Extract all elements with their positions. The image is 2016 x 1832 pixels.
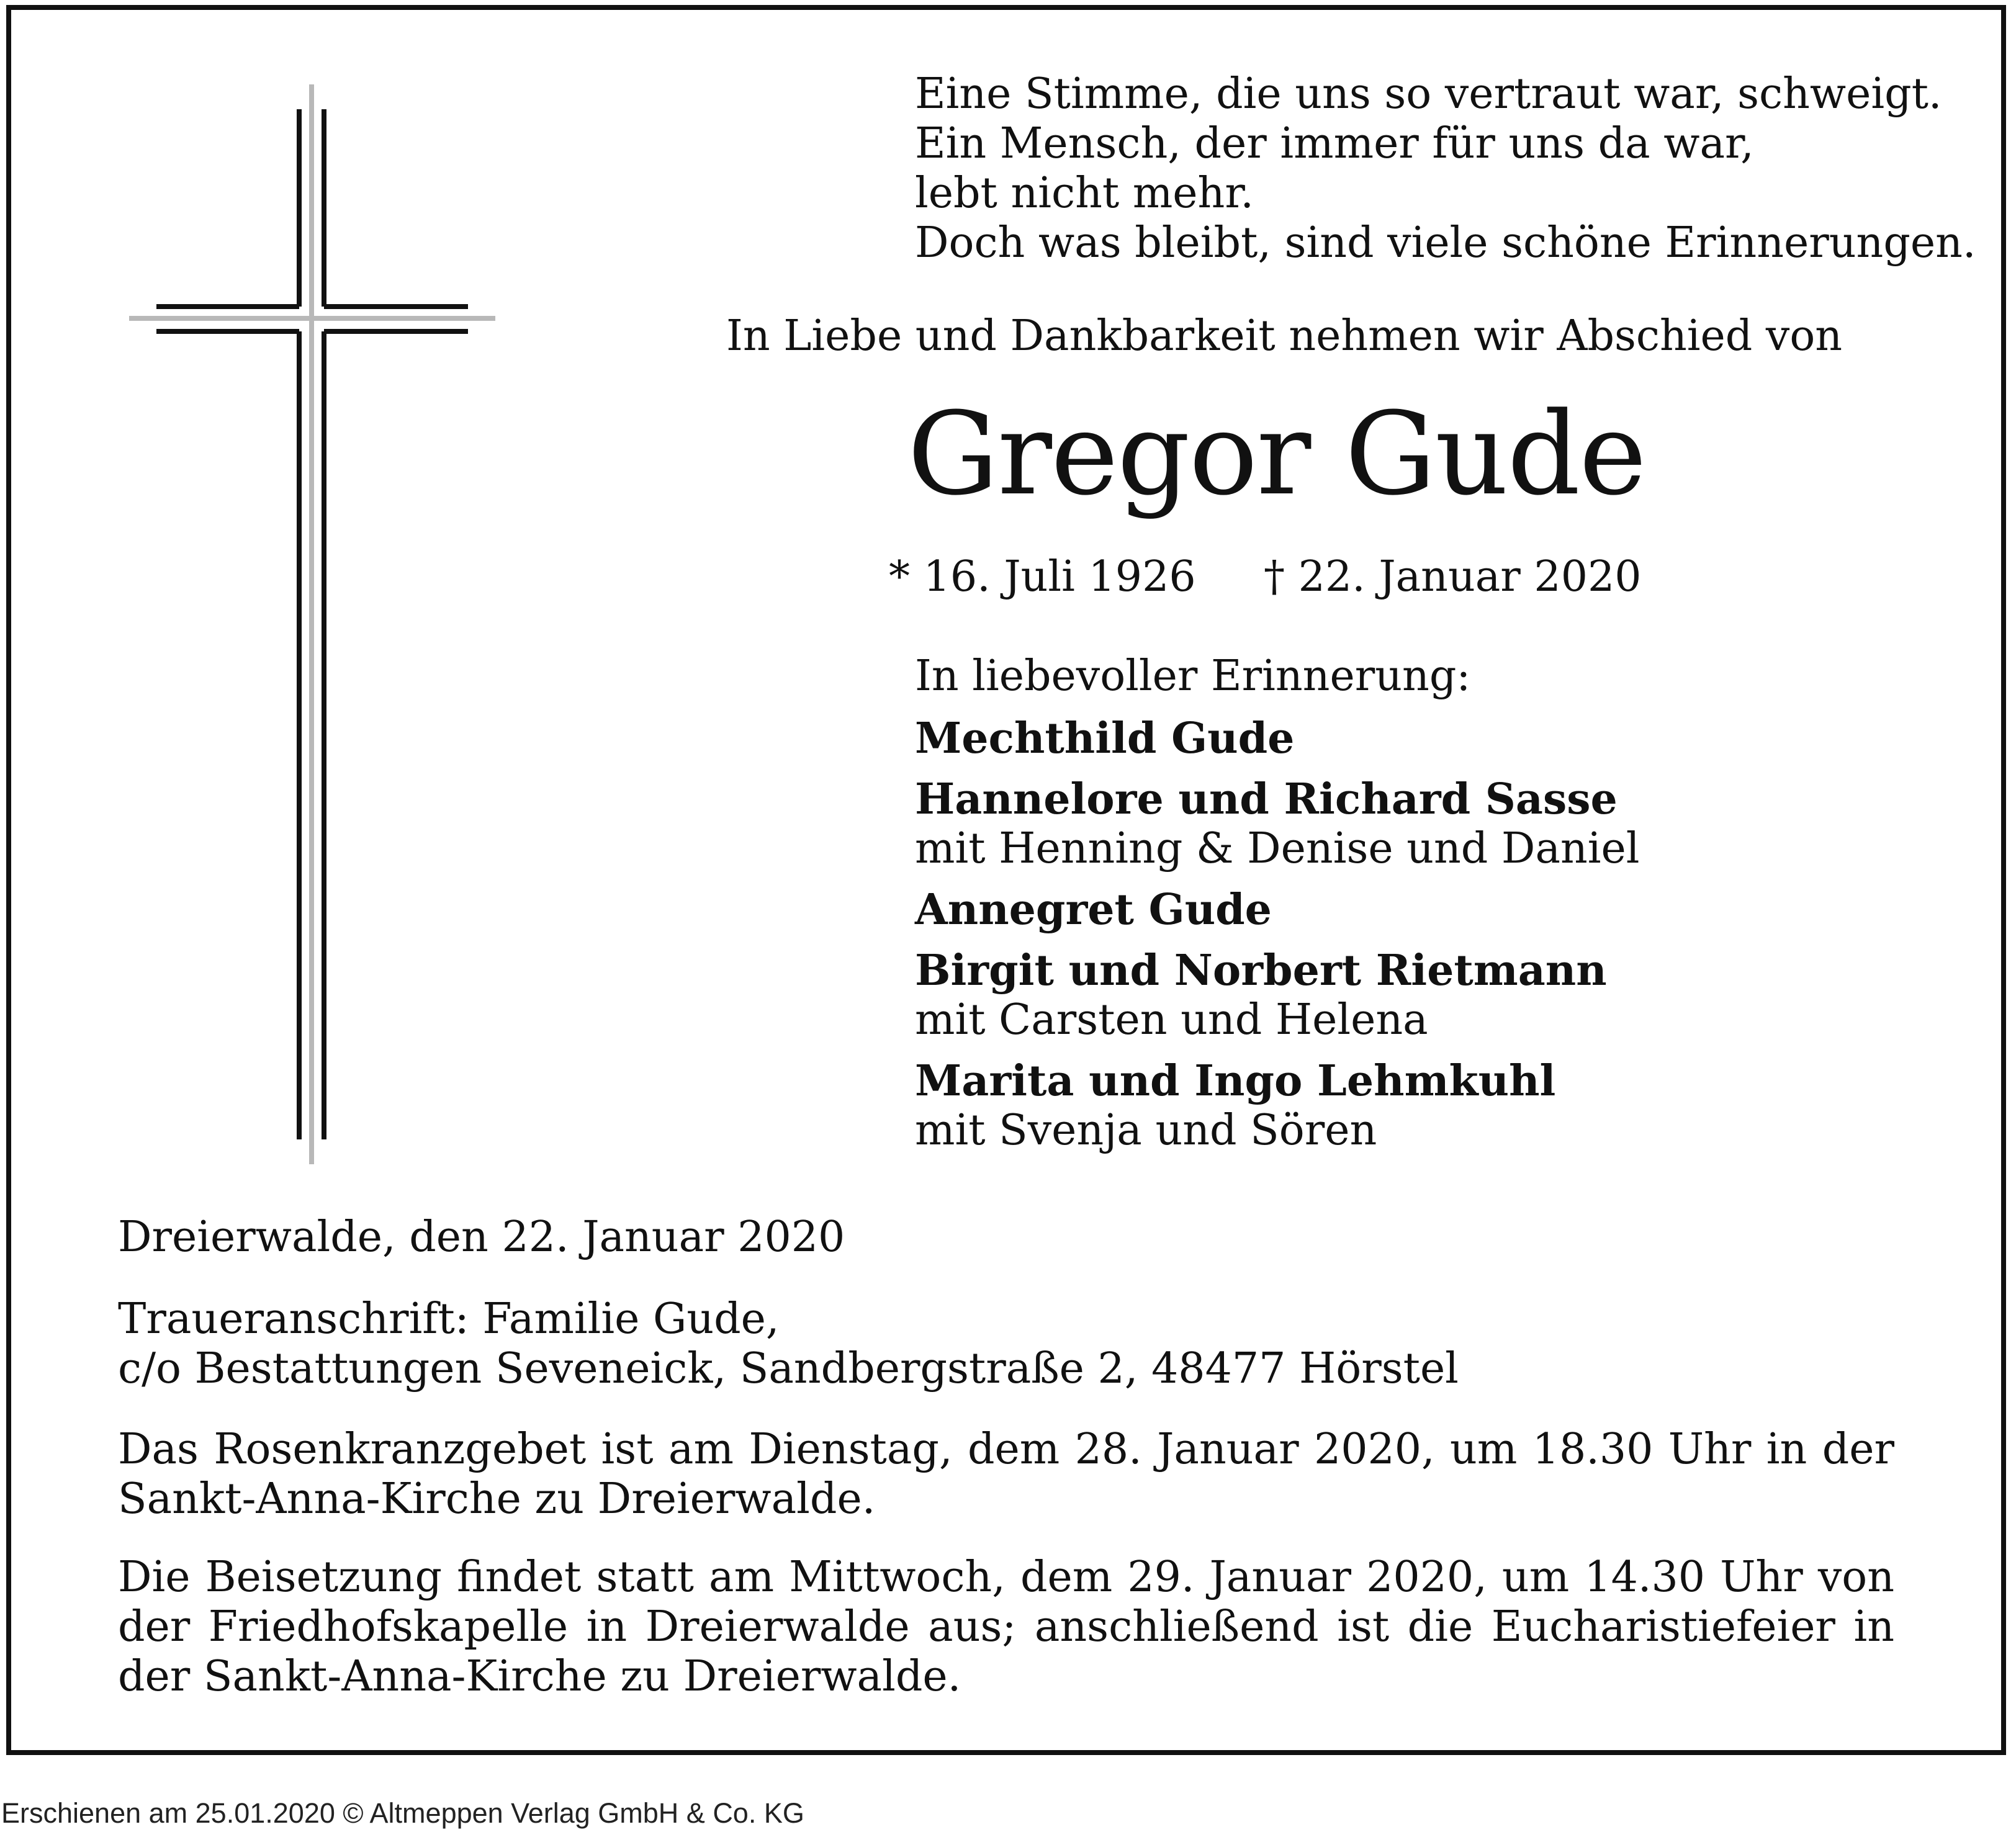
poem-line: lebt nicht mehr. — [915, 169, 1254, 218]
publication-footer: Erschienen am 25.01.2020 © Altmeppen Verlag GmbH & Co. KG — [1, 1797, 804, 1829]
deceased-name: Gregor Gude — [907, 388, 1646, 521]
poem — [915, 70, 1976, 268]
poem-line: Ein Mensch, der immer für uns da war, — [915, 119, 1754, 168]
poem-line: Eine Stimme, die uns so vertraut war, schweigt. — [915, 70, 1942, 119]
death-date: † 22. Januar 2020 — [1264, 552, 1642, 601]
mourner-name: Birgit und Norbert Rietmann — [915, 946, 1607, 995]
mourning-address — [118, 1295, 1894, 1394]
address-line: c/o Bestattungen Seveneick, Sandbergstraße 2, 48477 Hörstel — [118, 1344, 1459, 1393]
mourner-name: Marita und Ingo Lehmkuhl — [915, 1056, 1556, 1106]
poem-line: Doch was bleibt, sind viele schöne Erinnerungen. — [915, 218, 1976, 267]
place-date: Dreierwalde, den 22. Januar 2020 — [118, 1213, 845, 1262]
mourners-intro: In liebevoller Erinnerung: — [915, 652, 1471, 701]
birth-date: * 16. Juli 1926 — [889, 552, 1196, 601]
farewell-line: In Liebe und Dankbarkeit nehmen wir Abschied von — [726, 312, 1843, 361]
mourner-name: Annegret Gude — [915, 885, 1272, 935]
mourner-family: mit Carsten und Helena — [915, 995, 1428, 1044]
address-line: Traueranschrift: Familie Gude, — [118, 1295, 780, 1344]
mourner-name: Mechthild Gude — [915, 714, 1295, 763]
mourner-family: mit Svenja und Sören — [915, 1106, 1377, 1155]
mourners-list — [915, 650, 1640, 1156]
burial-info: Die Beisetzung findet statt am Mittwoch, dem 29. Januar 2020, um 14.30 Uhr von der Friedhofskapelle in Dreierwalde aus; anschließend ist die Eucharistiefeier in der Sankt-Anna-Kirche zu Dreierwalde. — [118, 1553, 1894, 1701]
mourner-name: Hannelore und Richard Sasse — [915, 775, 1618, 824]
cross-icon — [129, 84, 502, 1170]
rosary-info: Das Rosenkranzgebet ist am Dienstag, dem 28. Januar 2020, um 18.30 Uhr in der Sankt-Anna-Kirche zu Dreierwalde. — [118, 1425, 1894, 1524]
mourner-family: mit Henning & Denise und Daniel — [915, 824, 1640, 873]
